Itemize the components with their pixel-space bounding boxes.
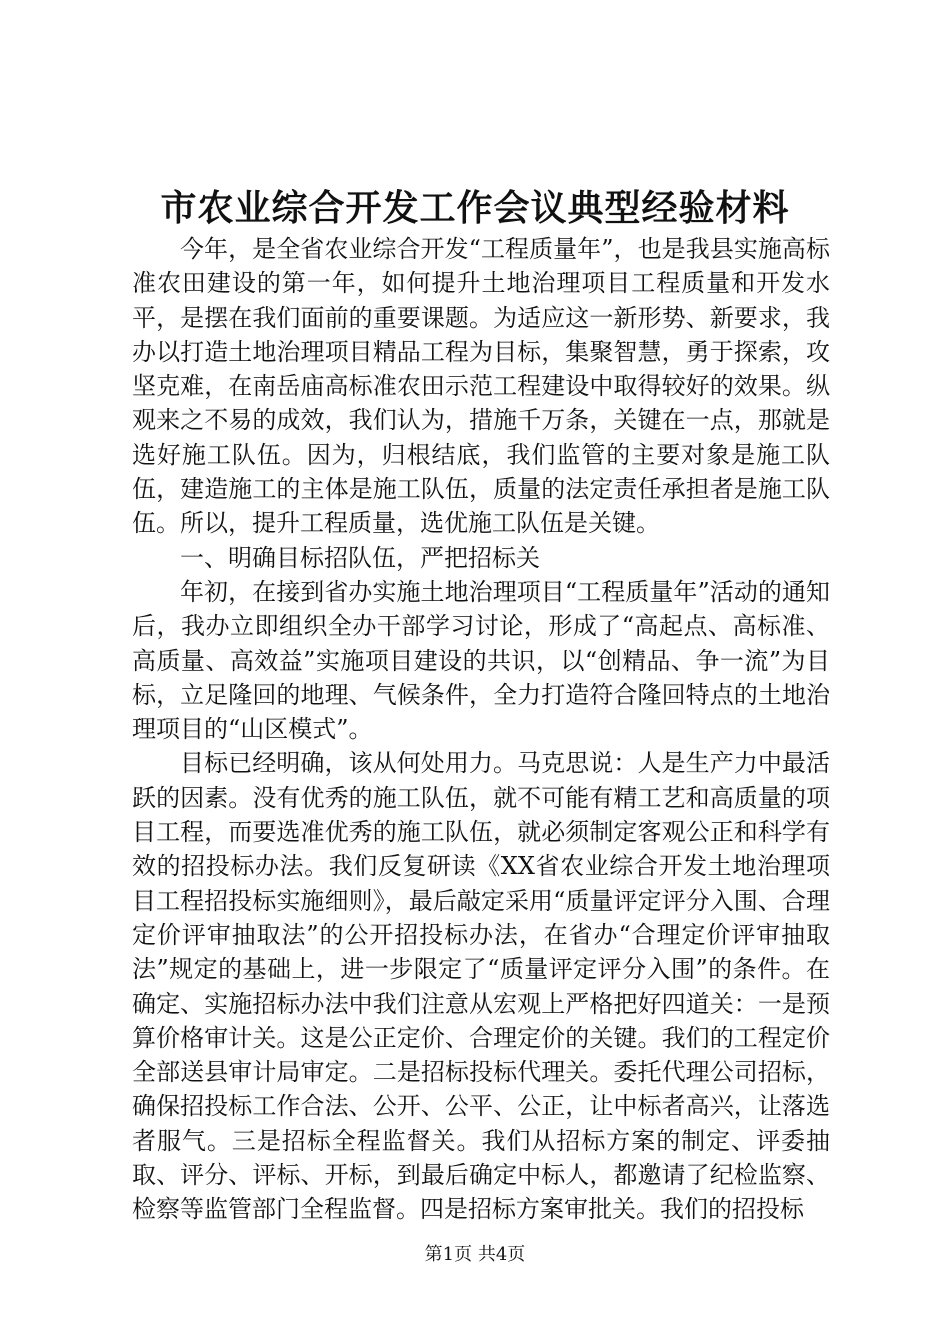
document-title: 市农业综合开发工作会议典型经验材料 [160,187,790,229]
document-body [132,232,830,1227]
paragraph-intro: 今年，是全省农业综合开发“工程质量年”，也是我县实施高标准农田建设的第一年，如何提升土地治理项目工程质量和开发水平，是摆在我们面前的重要课题。为适应这一新形势、新要求，我办以打造土地治理项目精品工程为目标，集聚智慧，勇于探索，攻坚克难，在南岳庙高标准农田示范工程建设中取得较好的效果。纵观来之不易的成效，我们认为，措施千万条，关键在一点，那就是选好施工队伍。因为，归根结底，我们监管的主要对象是施工队伍，建造施工的主体是施工队伍，质量的法定责任承担者是施工队伍。所以，提升工程质量，选优施工队伍是关键。 [132,235,830,538]
paragraph-bidding: 目标已经明确，该从何处用力。马克思说：人是生产力中最活跃的因素。没有优秀的施工队伍，就不可能有精工艺和高质量的项目工程，而要选准优秀的施工队伍，就必须制定客观公正和科学有效的招投标办法。我们反复研读《XX省农业综合开发土地治理项目工程招投标实施细则》，最后敲定采用“质量评定评分入围、合理定价评审抽取法”的公开招投标办法，在省办“合理定价评审抽取法”规定的基础上，进一步限定了“质量评定评分入围”的条件。在确定、实施招标办法中我们注意从宏观上严格把好四道关：一是预算价格审计关。这是公正定价、合理定价的关键。我们的工程定价全部送县审计局审定。二是招标投标代理关。委托代理公司招标，确保招投标工作合法、公开、公平、公正，让中标者高兴，让落选者服气。三是招标全程监督关。我们从招标方案的制定、评委抽取、评分、评标、开标，到最后确定中标人，都邀请了纪检监察、检察等监管部门全程监督。四是招标方案审批关。我们的招投标 [132,749,830,1224]
section-heading: 一、明确目标招队伍，严把招标关 [180,543,540,572]
paragraph-goal: 年初，在接到省办实施土地治理项目“工程质量年”活动的通知后，我办立即组织全办干部学习讨论，形成了“高起点、高标准、高质量、高效益”实施项目建设的共识，以“创精品、争一流”为目标，立足隆回的地理、气候条件，全力打造符合隆回特点的土地治理项目的“山区模式”。 [132,577,830,744]
page-footer: 第1页 共4页 [424,1244,526,1265]
